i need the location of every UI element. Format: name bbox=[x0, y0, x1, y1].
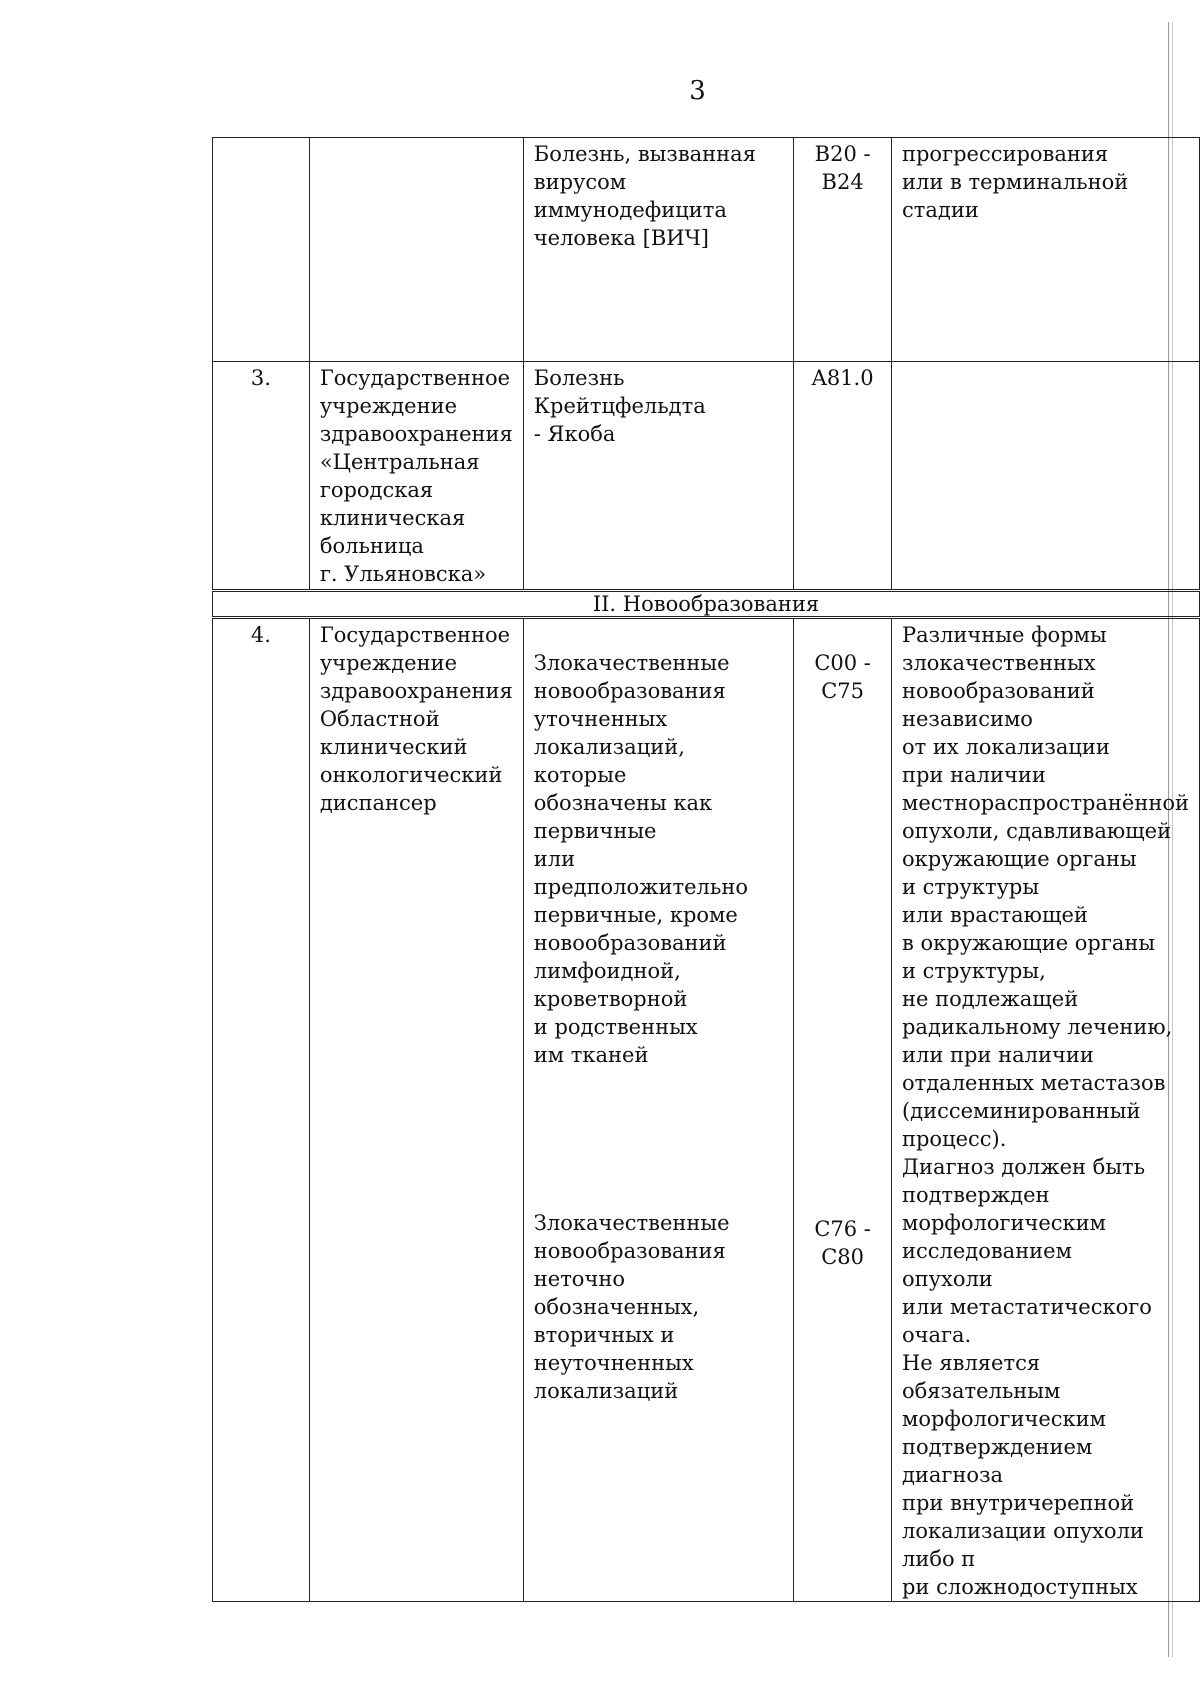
notes-cell bbox=[891, 362, 1199, 591]
notes-cell: Различные формы злокачественных новообразований независимо от их локализации при наличии местнораспространённой опухоли, сдавливающей окружающие органы и структуры или врастающей в окружающие органы и структуры, не подлежащей радикальному лечению, или при наличии отдаленных метастазов (диссеминированный процесс). Диагноз должен быть подтвержден морфологическим исследованием опухоли или метастатического очага. Не является обязательным морфологическим подтверждением диагноза при внутричерепной локализации опухоли либо п ри сложнодоступных bbox=[891, 618, 1199, 1602]
icd-code-cell: B20 - B24 bbox=[794, 138, 892, 362]
table-row bbox=[213, 362, 1200, 591]
icd-code-primary: C00 - C75 bbox=[814, 651, 871, 703]
disease-table bbox=[212, 137, 1200, 1602]
row-number: 3. bbox=[213, 362, 310, 591]
icd-code-cell: A81.0 bbox=[794, 362, 892, 591]
section-title: II. Новообразования bbox=[213, 591, 1200, 618]
icd-code-secondary: C76 - C80 bbox=[814, 1217, 871, 1269]
institution-cell: Государственное учреждение здравоохранения Областной клинический онкологический диспансер bbox=[309, 618, 523, 1602]
spacer bbox=[796, 733, 889, 1187]
disease-cell: Болезнь Крейтцфельдта - Якоба bbox=[523, 362, 794, 591]
disease-text-primary: Злокачественные новообразования уточненных локализаций, которые обозначены как первичные или предположительно первичные, кроме новообразований лимфоидной, кроветворной и родственных им тканей bbox=[533, 651, 748, 1067]
row-number: 4. bbox=[213, 618, 310, 1602]
notes-cell: прогрессирования или в терминальной стадии bbox=[891, 138, 1199, 362]
disease-cell: Болезнь, вызванная вирусом иммунодефицита человека [ВИЧ] bbox=[523, 138, 794, 362]
table-row bbox=[213, 618, 1200, 1602]
spacer bbox=[534, 1097, 784, 1181]
row-number bbox=[213, 138, 310, 362]
disease-text-secondary: Злокачественные новообразования неточно обозначенных, вторичных и неуточненных локализаций bbox=[533, 1211, 730, 1403]
institution-cell: Государственное учреждение здравоохранения «Центральная городская клиническая больница г. Ульяновска» bbox=[309, 362, 523, 591]
page-number: 3 bbox=[689, 76, 706, 106]
disease-cell bbox=[523, 618, 794, 1602]
icd-code-cell bbox=[794, 618, 892, 1602]
section-header-row bbox=[213, 591, 1200, 618]
table-row bbox=[213, 138, 1200, 362]
institution-cell bbox=[309, 138, 523, 362]
